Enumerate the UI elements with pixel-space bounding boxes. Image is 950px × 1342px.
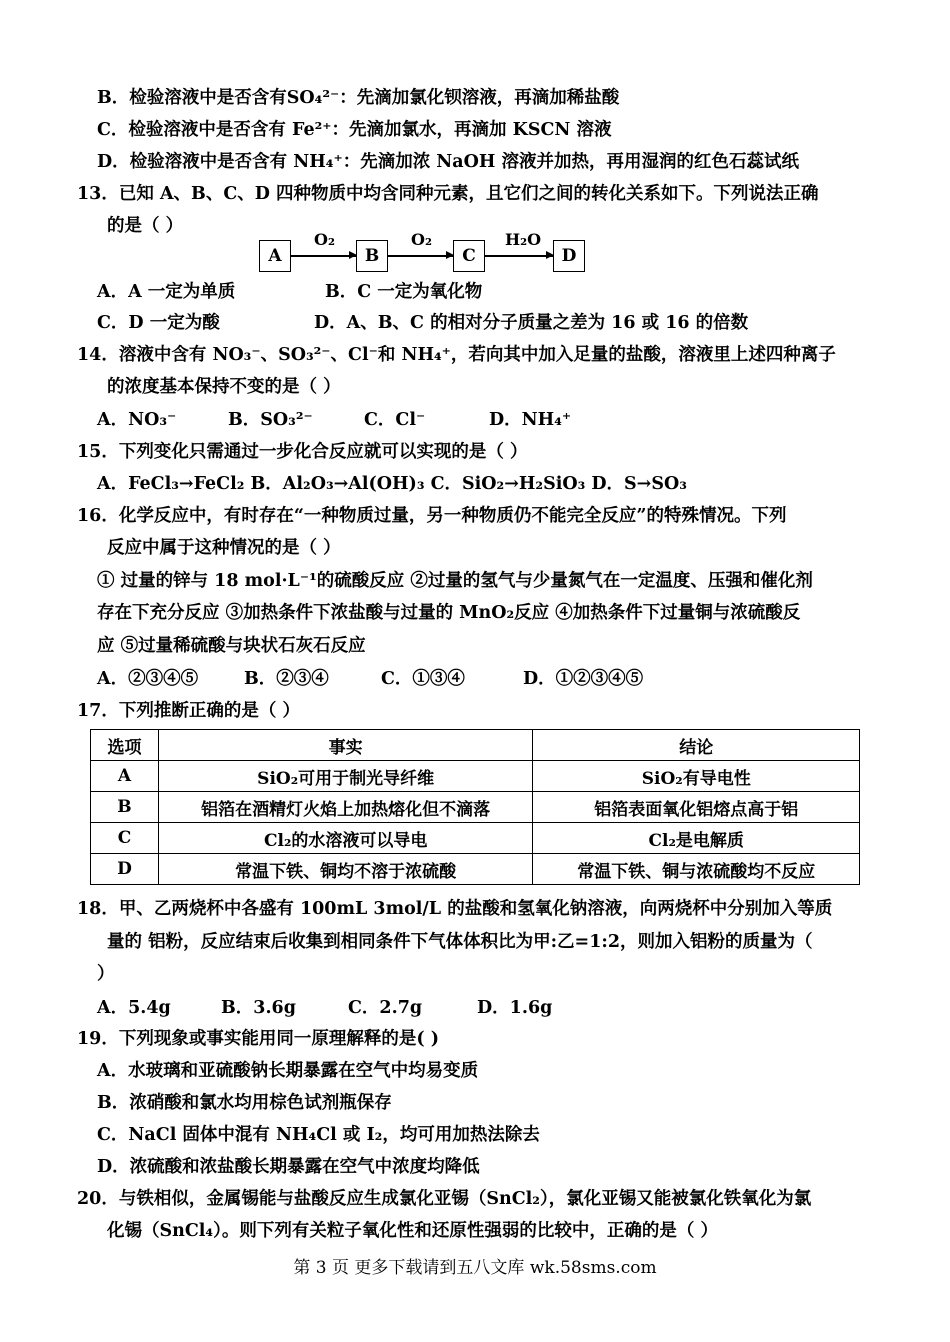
table-row — [91, 792, 860, 823]
table-cell: Cl₂是电解质 — [533, 823, 860, 854]
q18-option-a: A．5.4g — [97, 998, 171, 1018]
q19-option-d: D．浓硫酸和浓盐酸长期暴露在空气中浓度均降低 — [97, 1157, 480, 1177]
q15-options: A．FeCl₃→FeCl₂ B．Al₂O₃→Al(OH)₃ C．SiO₂→H₂SiO₃ D．S→SO₃ — [97, 474, 687, 494]
table-row — [91, 761, 860, 792]
q12-option-b: B．检验溶液中是否含有SO₄²⁻：先滴加氯化钡溶液，再滴加稀盐酸 — [97, 88, 620, 108]
q18-stem-end: ） — [97, 964, 115, 984]
q17-stem: 17．下列推断正确的是（ ） — [77, 701, 300, 721]
table-cell: Cl₂的水溶液可以导电 — [158, 823, 533, 854]
table-header: 选项 — [91, 730, 159, 761]
q13-option-d: D．A、B、C 的相对分子质量之差为 16 或 16 的倍数 — [314, 313, 749, 333]
flow-box-c: C — [453, 240, 485, 272]
table-cell: 铝箔表面氧化铝熔点高于铝 — [533, 792, 860, 823]
table-header: 结论 — [533, 730, 860, 761]
flow-reagent-2: O₂ — [411, 230, 432, 249]
flow-reagent-1: O₂ — [314, 230, 335, 249]
q19-option-a: A．水玻璃和亚硫酸钠长期暴露在空气中均易变质 — [97, 1061, 479, 1081]
q18-stem-cont: 量的 铝粉，反应结束后收集到相同条件下气体体积比为甲:乙=1:2，则加入铝粉的质量为（ — [107, 932, 813, 952]
q14-option-c: C．Cl⁻ — [364, 410, 426, 430]
q14-stem: 14．溶液中含有 NO₃⁻、SO₃²⁻、Cl⁻和 NH₄⁺，若向其中加入足量的盐酸，溶液里上述四种离子 — [77, 345, 836, 365]
q16-stem-cont: 反应中属于这种情况的是（ ） — [107, 538, 341, 558]
table-row — [91, 823, 860, 854]
flow-arrow-1 — [291, 255, 356, 257]
q20-stem-cont: 化锡（SnCl₄）。则下列有关粒子氧化性和还原性强弱的比较中，正确的是（ ） — [107, 1221, 718, 1241]
q13-flow-diagram — [259, 230, 589, 276]
q14-option-a: A．NO₃⁻ — [97, 410, 177, 430]
table-cell: SiO₂有导电性 — [533, 761, 860, 792]
q13-option-c: C．D 一定为酸 — [97, 313, 220, 333]
flow-arrow-2 — [388, 255, 453, 257]
table-row — [91, 854, 860, 885]
q13-option-b: B．C 一定为氧化物 — [325, 282, 483, 302]
table-cell: C — [91, 823, 159, 854]
q12-option-c: C．检验溶液中是否含有 Fe²⁺：先滴加氯水，再滴加 KSCN 溶液 — [97, 120, 612, 140]
q13-option-a: A．A 一定为单质 — [97, 282, 236, 302]
table-cell: 常温下铁、铜均不溶于浓硫酸 — [158, 854, 533, 885]
table-cell: 常温下铁、铜与浓硫酸均不反应 — [533, 854, 860, 885]
flow-box-b: B — [356, 240, 388, 272]
table-cell: 铝箔在酒精灯火焰上加热熔化但不滴落 — [158, 792, 533, 823]
q14-option-d: D．NH₄⁺ — [489, 410, 572, 430]
flow-reagent-3: H₂O — [505, 230, 542, 249]
table-header-row — [91, 730, 860, 761]
table-header: 事实 — [158, 730, 533, 761]
q16-body-2: 存在下充分反应 ③加热条件下浓盐酸与过量的 MnO₂反应 ④加热条件下过量铜与浓硫酸反 — [97, 603, 801, 623]
table-cell: D — [91, 854, 159, 885]
table-cell: SiO₂可用于制光导纤维 — [158, 761, 533, 792]
q16-body-3: 应 ⑤过量稀硫酸与块状石灰石反应 — [97, 636, 366, 656]
q15-stem: 15．下列变化只需通过一步化合反应就可以实现的是（ ） — [77, 442, 528, 462]
q16-option-c: C．①③④ — [381, 669, 465, 689]
q19-stem: 19．下列现象或事实能用同一原理解释的是( ) — [77, 1029, 440, 1049]
flow-box-a: A — [259, 240, 291, 272]
q20-stem: 20．与铁相似，金属锡能与盐酸反应生成氯化亚锡（SnCl₂），氯化亚锡又能被氯化铁氧化为氯 — [77, 1189, 812, 1209]
q16-option-d: D．①②③④⑤ — [523, 669, 644, 689]
q18-option-b: B．3.6g — [221, 998, 296, 1018]
q14-option-b: B．SO₃²⁻ — [228, 410, 313, 430]
q16-body-1: ① 过量的锌与 18 mol·L⁻¹的硫酸反应 ②过量的氢气与少量氮气在一定温度、压强和催化剂 — [97, 571, 813, 591]
q19-option-c: C．NaCl 固体中混有 NH₄Cl 或 I₂，均可用加热法除去 — [97, 1125, 540, 1145]
q16-stem: 16．化学反应中，有时存在“一种物质过量，另一种物质仍不能完全反应”的特殊情况。下列 — [77, 506, 787, 526]
flow-arrow-3 — [485, 255, 553, 257]
q18-stem: 18．甲、乙两烧杯中各盛有 100mL 3mol/L 的盐酸和氢氧化钠溶液，向两烧杯中分别加入等质 — [77, 899, 833, 919]
table-cell: B — [91, 792, 159, 823]
q13-stem: 13．已知 A、B、C、D 四种物质中均含同种元素，且它们之间的转化关系如下。下列说法正确 — [77, 184, 819, 204]
q12-option-d: D．检验溶液中是否含有 NH₄⁺：先滴加浓 NaOH 溶液并加热，再用湿润的红色石蕊试纸 — [97, 152, 799, 172]
flow-box-d: D — [553, 240, 585, 272]
q13-stem-cont: 的是（ ） — [107, 216, 184, 236]
q16-option-a: A．②③④⑤ — [97, 669, 199, 689]
table-cell: A — [91, 761, 159, 792]
q16-option-b: B．②③④ — [244, 669, 329, 689]
q18-option-c: C．2.7g — [348, 998, 423, 1018]
q17-table — [90, 729, 860, 885]
q18-option-d: D．1.6g — [477, 998, 553, 1018]
q19-option-b: B．浓硝酸和氯水均用棕色试剂瓶保存 — [97, 1093, 392, 1113]
page-footer: 第 3 页 更多下载请到五八文库 wk.58sms.com — [293, 1258, 657, 1278]
q14-stem-cont: 的浓度基本保持不变的是（ ） — [107, 377, 341, 397]
